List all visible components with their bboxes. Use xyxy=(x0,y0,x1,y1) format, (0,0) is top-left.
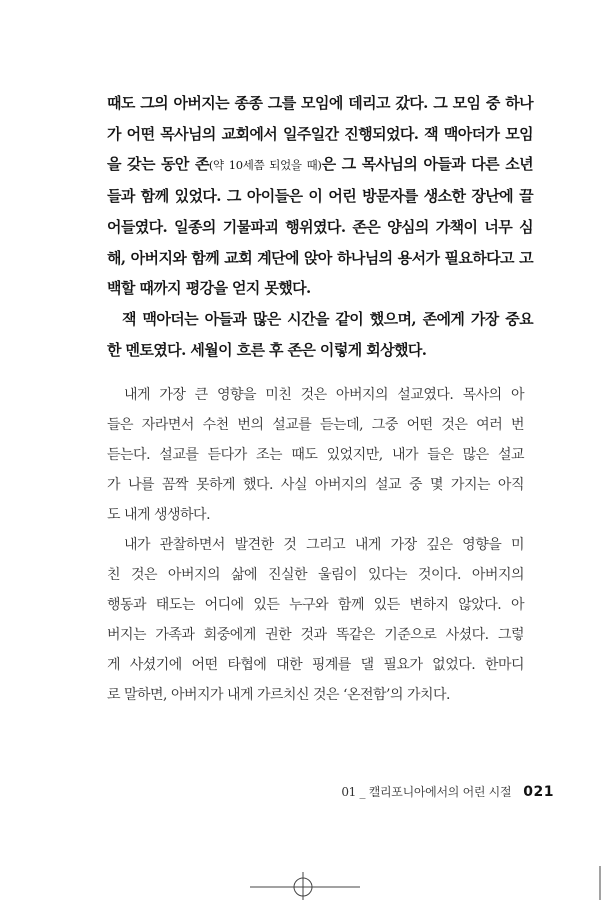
quote-line: 버지는 가족과 회중에게 권한 것과 똑같은 기준으로 사셨다. 그렇 xyxy=(107,627,524,643)
quote-line: 로 말하면, 아버지가 내게 가르치신 것은 ‘온전함’의 가치다. xyxy=(107,687,451,703)
quote-line: 듣는다. 설교를 듣다가 조는 때도 있었지만, 내가 들은 많은 설교 xyxy=(107,447,524,463)
text-line: 들과 함께 있었다. 그 아이들은 이 어린 방문자를 생소한 장난에 끌 xyxy=(107,187,533,206)
quote-line: 행동과 태도는 어디에 있든 누구와 함께 있든 변하지 않았다. 아 xyxy=(107,597,524,613)
quote-line: 도 내게 생생하다. xyxy=(107,507,211,523)
page-number: 021 xyxy=(523,784,554,800)
text-line: 가 어떤 목사님의 교회에서 일주일간 진행되었다. 잭 맥아더가 모임 xyxy=(107,124,533,143)
text-line: 해, 아버지와 함께 교회 계단에 앉아 하나님의 용서가 필요하다고 고 xyxy=(107,248,533,267)
text-segment: 을 갖는 동안 존 xyxy=(107,155,209,174)
text-line: 때도 그의 아버지는 종종 그를 모임에 데리고 갔다. 그 모임 중 하나 xyxy=(107,94,533,112)
text-line: 한 멘토였다. 세월이 흐른 후 존은 이렇게 회상했다. xyxy=(107,340,427,359)
quote-line: 가 나를 꼼짝 못하게 했다. 사실 아버지의 설교 중 몇 가지는 아직 xyxy=(107,477,524,493)
running-chapter-title: 01 _ 캘리포니아에서의 어린 시절 xyxy=(341,785,512,799)
text-line: 백할 때까지 평강을 얻지 못했다. xyxy=(107,279,311,298)
age-note: (약 10세쯤 되었을 때) xyxy=(208,158,322,173)
quote-line: 친 것은 아버지의 삶에 진실한 울림이 있다는 것이다. 아버지의 xyxy=(107,567,524,583)
text-segment: 은 그 목사님의 아들과 다른 소년 xyxy=(321,155,533,174)
text-line: 잭 맥아더는 아들과 많은 시간을 같이 했으며, 존에게 가장 중요 xyxy=(122,309,533,328)
quote-line: 게 사셨기에 어떤 타협에 대한 핑계를 댈 필요가 없었다. 한마디 xyxy=(107,657,524,673)
quote-line: 들은 자라면서 수천 번의 설교를 듣는데, 그중 어떤 것은 여러 번 xyxy=(107,417,524,433)
registration-mark-icon xyxy=(250,872,360,900)
quote-line: 내가 관찰하면서 발견한 것 그리고 내게 가장 깊은 영향을 미 xyxy=(124,537,524,553)
text-line: 어들였다. 일종의 기물파괴 행위였다. 존은 양심의 가책이 너무 심 xyxy=(107,217,533,236)
quote-line: 내게 가장 큰 영향을 미친 것은 아버지의 설교였다. 목사의 아 xyxy=(124,387,524,403)
